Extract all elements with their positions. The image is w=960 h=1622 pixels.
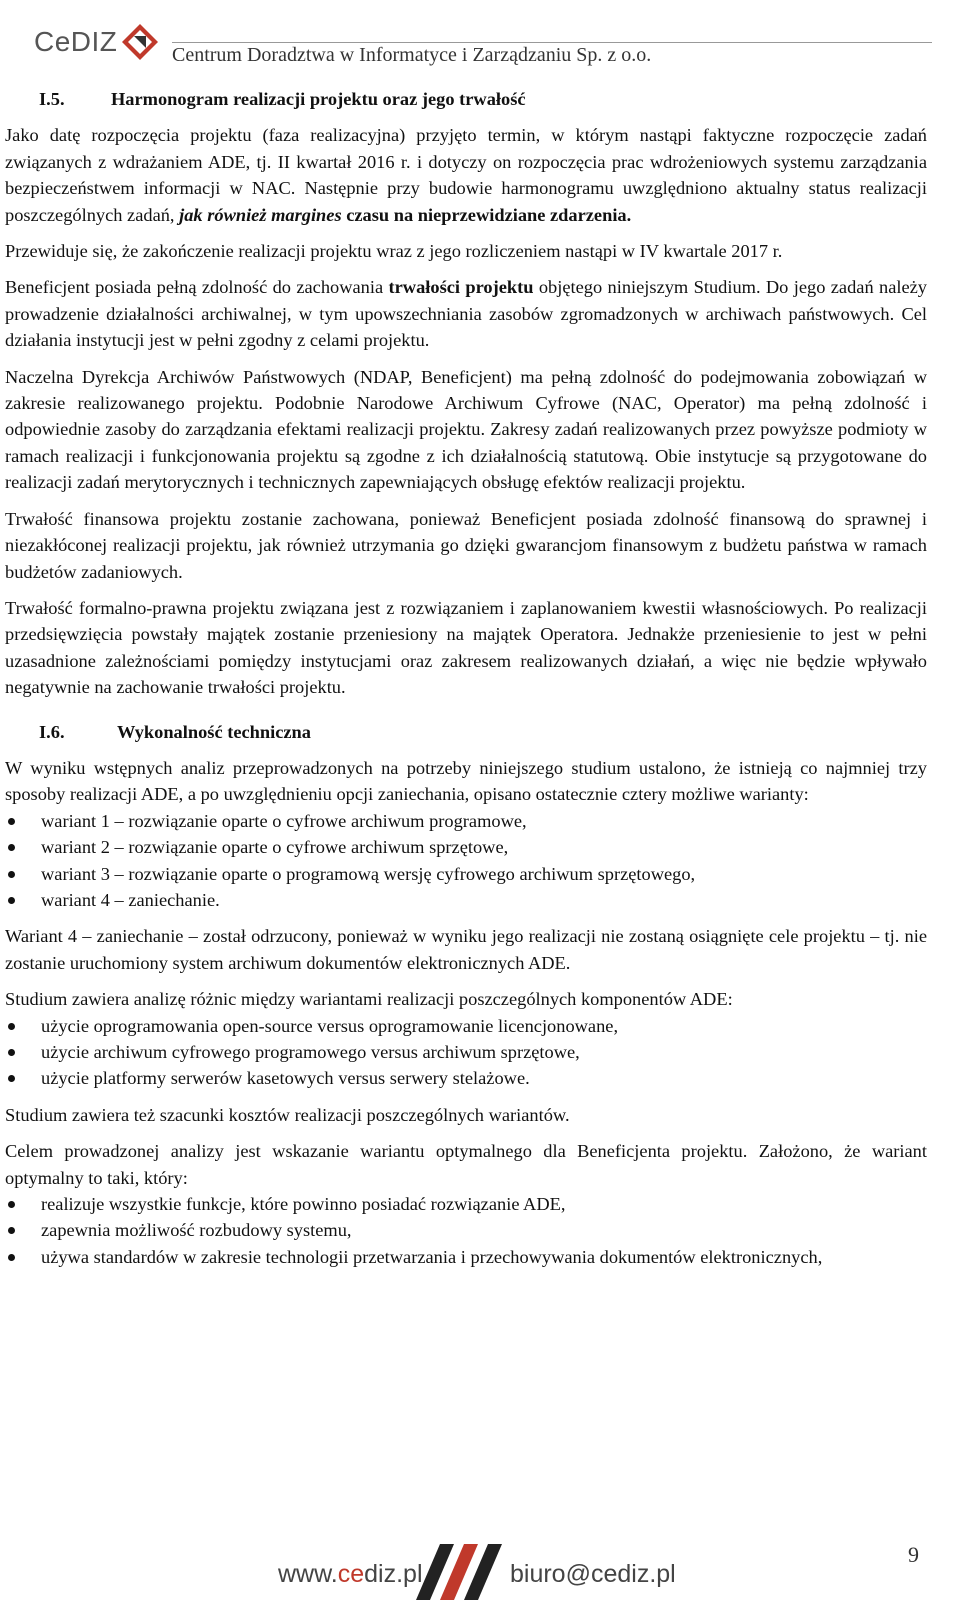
paragraph: Przewiduje się, że zakończenie realizacji projektu wraz z jego rozliczeniem nastąpi w IV kwartale 2017 r. xyxy=(5,241,783,262)
list-item: używa standardów w zakresie technologii przetwarzania i przechowywania dokumentów elektronicznych, xyxy=(5,1244,927,1270)
list-item: użycie platformy serwerów kasetowych versus serwery stelażowe. xyxy=(5,1065,927,1091)
paragraph: Studium zawiera analizę różnic między wariantami realizacji poszczególnych komponentów ADE: xyxy=(5,989,733,1010)
list-item: realizuje wszystkie funkcje, które powinno posiadać rozwiązanie ADE, xyxy=(5,1191,927,1217)
list-item: użycie oprogramowania open-source versus oprogramowanie licencjonowane, xyxy=(5,1013,927,1039)
list-item: użycie archiwum cyfrowego programowego versus archiwum sprzętowe, xyxy=(5,1039,927,1065)
cediz-logo-icon xyxy=(120,22,160,62)
paragraph: Beneficjent posiada pełną zdolność do zachowania trwałości projektu objętego niniejszym Studium. Do jego zadań należy prowadzenie działalności archiwalnej, w tym upowszechniania zasobów zgromadzonych w archiwach państwowych. Cel działania instytucji jest w pełni zgodny z celami projektu. xyxy=(5,277,927,351)
variant-list xyxy=(5,808,927,914)
paragraph: Trwałość formalno-prawna projektu związana jest z rozwiązaniem i zaplanowaniem kwestii własnościowych. Po realizacji przedsięwzięcia powstały majątek zostanie przeniesiony na majątek Operatora. Jednakże przeniesienie to jest w pełni uzasadnione zależnościami pomiędzy instytucjami oraz zakresem realizowanych działań, a więc nie będzie wpływało negatywnie na zachowanie trwałości projektu. xyxy=(5,597,927,698)
list-item: wariant 1 – rozwiązanie oparte o cyfrowe archiwum programowe, xyxy=(5,808,927,834)
email-link[interactable]: biuro@cediz.pl xyxy=(510,1560,676,1588)
section-heading-i6 xyxy=(5,719,927,745)
page-number: 9 xyxy=(908,1542,919,1567)
cediz-footer-logo-icon xyxy=(410,1542,506,1602)
page-header xyxy=(0,0,960,80)
paragraph: Jako datę rozpoczęcia projektu (faza realizacyjna) przyjęto termin, w którym nastąpi faktyczne rozpoczęcie zadań związanych z wdrażaniem ADE, tj. II kwartał 2016 r. i dotyczy on rozpoczęcia prac wdrożeniowych systemu zarządzania bezpieczeństwem informacji w NAC. Następnie przy budowie harmonogramu uwzględniono aktualny status realizacji poszczególnych zadań, jak również margines czasu na nieprzewidziane zdarzenia. xyxy=(5,125,927,225)
page-footer xyxy=(0,1520,960,1622)
section-title: Wykonalność techniczna xyxy=(117,721,311,742)
logo-text: CeDIZ xyxy=(34,26,118,57)
criteria-list xyxy=(5,1191,927,1270)
document-body xyxy=(5,86,927,1280)
section-heading-i5 xyxy=(5,86,927,112)
website-link[interactable]: www.cediz.pl xyxy=(278,1560,423,1588)
paragraph: W wyniku wstępnych analiz przeprowadzonych na potrzeby niniejszego studium ustalono, że istnieją co najmniej trzy sposoby realizacji ADE, a po uwzględnieniu opcji zaniechania, opisano ostatecznie cztery możliwe warianty: xyxy=(5,757,927,805)
paragraph: Celem prowadzonej analizy jest wskazanie wariantu optymalnego dla Beneficjenta projektu. Założono, że wariant optymalny to taki, który: xyxy=(5,1141,927,1188)
paragraph: Trwałość finansowa projektu zostanie zachowana, ponieważ Beneficjent posiada zdolność finansową do sprawnej i niezakłóconej realizacji projektu, jak również utrzymania go dzięki gwarancjom finansowym z budżetu państwa w ramach budżetów zadaniowych. xyxy=(5,508,927,582)
component-list xyxy=(5,1013,927,1092)
paragraph: Naczelna Dyrekcja Archiwów Państwowych (NDAP, Beneficjent) ma pełną zdolność do podejmowania zobowiązań w zakresie realizowanego projektu. Podobnie Narodowe Archiwum Cyfrowe (NAC, Operator) ma pełną zdolność i odpowiednie zasoby do zarządzania efektami realizacji projektu. Zakresy zadań realizowanych przez powyższe podmioty w ramach realizacji i funkcjonowania projektu są zgodne z ich działalnością statutową. Obie instytucje są przygotowane do realizacji zadań merytorycznych i technicznych zapewniających obsługę efektów realizacji projektu. xyxy=(5,366,927,493)
paragraph: Wariant 4 – zaniechanie – został odrzucony, ponieważ w wyniku jego realizacji nie zostaną osiągnięte cele projektu – tj. nie zostanie uruchomiony system archiwum dokumentów elektronicznych ADE. xyxy=(5,926,927,973)
section-title: Harmonogram realizacji projektu oraz jego trwałość xyxy=(111,89,526,109)
paragraph: Studium zawiera też szacunki kosztów realizacji poszczególnych wariantów. xyxy=(5,1104,570,1125)
company-name: Centrum Doradztwa w Informatyce i Zarządzaniu Sp. z o.o. xyxy=(172,44,652,66)
list-item: wariant 3 – rozwiązanie oparte o programową wersję cyfrowego archiwum sprzętowego, xyxy=(5,861,927,887)
section-number: I.6. xyxy=(39,721,65,742)
header-divider xyxy=(172,42,932,43)
section-number: I.5. xyxy=(39,89,65,109)
list-item: wariant 2 – rozwiązanie oparte o cyfrowe archiwum sprzętowe, xyxy=(5,834,927,860)
list-item: zapewnia możliwość rozbudowy systemu, xyxy=(5,1217,927,1243)
list-item: wariant 4 – zaniechanie. xyxy=(5,887,927,913)
